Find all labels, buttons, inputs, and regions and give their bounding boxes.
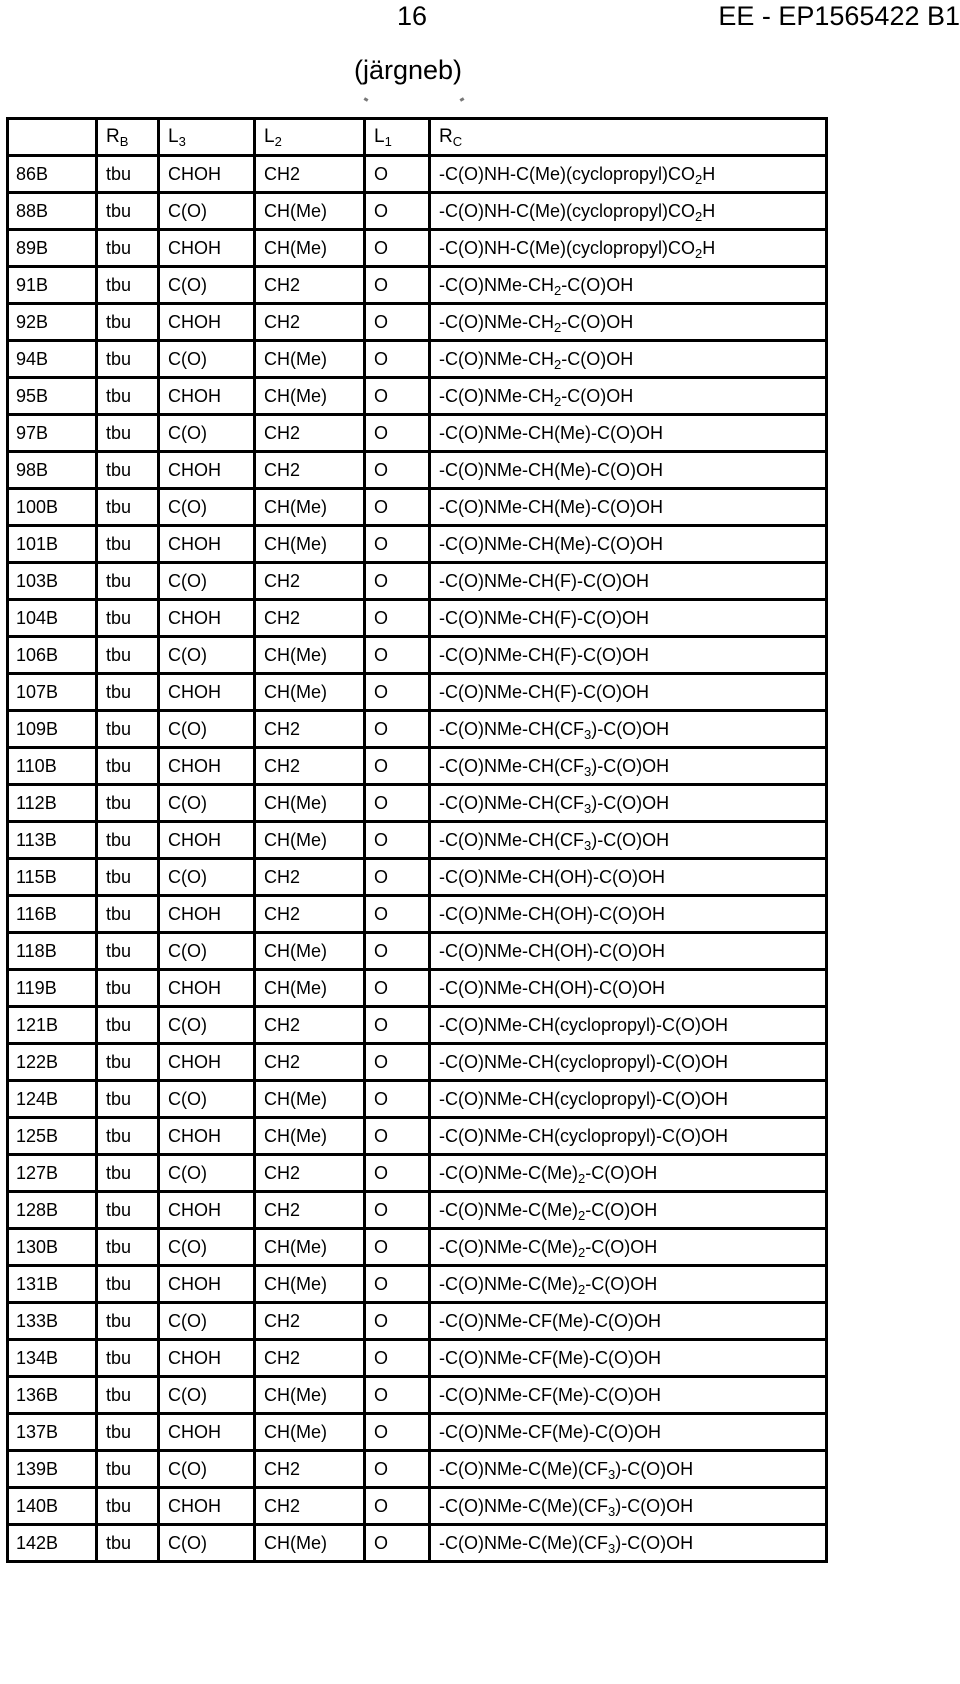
cell-l1: O (365, 1044, 430, 1081)
cell-rb: tbu (97, 1414, 159, 1451)
table-row (8, 1081, 827, 1118)
cell-rb: tbu (97, 1525, 159, 1562)
table-row (8, 156, 827, 193)
cell-rc: $-C(O)NMe-CH_2-C(O)OH$ (430, 341, 827, 378)
table-row (8, 711, 827, 748)
table-row (8, 267, 827, 304)
cell-rb: tbu (97, 452, 159, 489)
cell-l3: CHOH (159, 526, 255, 563)
cell-compound-id: 136B (8, 1377, 97, 1414)
cell-l2: CH2 (255, 1303, 365, 1340)
cell-rc: $-C(O)NMe-C(Me)(CF_3)-C(O)OH$ (430, 1451, 827, 1488)
cell-l3: CHOH (159, 748, 255, 785)
table-row (8, 1377, 827, 1414)
cell-l3: C(O) (159, 1451, 255, 1488)
cell-l1: O (365, 711, 430, 748)
cell-rb: tbu (97, 600, 159, 637)
cell-rc: $-C(O)NH-C(Me)(cyclopropyl)CO_2H$ (430, 156, 827, 193)
cell-l1: O (365, 452, 430, 489)
cell-l1: O (365, 896, 430, 933)
cell-l2: CH2 (255, 600, 365, 637)
table-row (8, 1488, 827, 1525)
cell-rc: -C(O)NMe-CH(F)-C(O)OH (430, 563, 827, 600)
cell-l2: CH2 (255, 1155, 365, 1192)
cell-rc: -C(O)NMe-CH(Me)-C(O)OH (430, 526, 827, 563)
table-row (8, 415, 827, 452)
cell-l3: CHOH (159, 822, 255, 859)
table-row (8, 1007, 827, 1044)
table-row (8, 785, 827, 822)
cell-l2: CH(Me) (255, 1377, 365, 1414)
cell-l2: CH2 (255, 1340, 365, 1377)
cell-l2: CH(Me) (255, 1081, 365, 1118)
cell-l1: O (365, 1414, 430, 1451)
cell-rb: tbu (97, 1266, 159, 1303)
cell-l3: C(O) (159, 193, 255, 230)
cell-l3: CHOH (159, 1340, 255, 1377)
cell-l1: O (365, 1340, 430, 1377)
cell-l3: C(O) (159, 1377, 255, 1414)
table-row (8, 1414, 827, 1451)
cell-l1: O (365, 304, 430, 341)
table-row (8, 600, 827, 637)
cell-compound-id: 86B (8, 156, 97, 193)
continued-label: (järgneb) (354, 55, 463, 85)
table-row (8, 859, 827, 896)
cell-l2: CH(Me) (255, 230, 365, 267)
column-header-l2: $L_2$ (255, 119, 365, 156)
cell-l3: C(O) (159, 859, 255, 896)
table-row (8, 970, 827, 1007)
cell-l3: CHOH (159, 1266, 255, 1303)
cell-l1: O (365, 1451, 430, 1488)
column-header-id (8, 119, 97, 156)
table-row (8, 230, 827, 267)
cell-rc: -C(O)NMe-CH(cyclopropyl)-C(O)OH (430, 1044, 827, 1081)
cell-l2: CH2 (255, 1007, 365, 1044)
cell-rc: $-C(O)NMe-CH_2-C(O)OH$ (430, 304, 827, 341)
column-header-rb: $R_B$ (97, 119, 159, 156)
cell-l3: C(O) (159, 489, 255, 526)
cell-compound-id: 140B (8, 1488, 97, 1525)
cell-l3: C(O) (159, 933, 255, 970)
cell-l1: O (365, 526, 430, 563)
cell-rc: $-C(O)NMe-C(Me)_2-C(O)OH$ (430, 1192, 827, 1229)
cell-l2: CH2 (255, 711, 365, 748)
table-row (8, 1340, 827, 1377)
cell-rc: -C(O)NMe-CH(OH)-C(O)OH (430, 859, 827, 896)
cell-rb: tbu (97, 711, 159, 748)
cell-rb: tbu (97, 1081, 159, 1118)
cell-l3: C(O) (159, 1155, 255, 1192)
cell-compound-id: 103B (8, 563, 97, 600)
cell-compound-id: 98B (8, 452, 97, 489)
cell-rc: -C(O)NMe-CH(F)-C(O)OH (430, 637, 827, 674)
document-id: EE - EP1565422 B1 (718, 1, 960, 31)
cell-l1: O (365, 674, 430, 711)
cell-l2: CH2 (255, 563, 365, 600)
cell-l1: O (365, 1118, 430, 1155)
table-row (8, 1266, 827, 1303)
cell-rc: $-C(O)NMe-CH(CF_3)-C(O)OH$ (430, 711, 827, 748)
cell-rc: $-C(O)NMe-C(Me)(CF_3)-C(O)OH$ (430, 1525, 827, 1562)
cell-l3: C(O) (159, 267, 255, 304)
table-row (8, 452, 827, 489)
decorative-ticks (362, 98, 466, 108)
table-row (8, 304, 827, 341)
cell-rb: tbu (97, 1007, 159, 1044)
cell-rc: -C(O)NMe-CF(Me)-C(O)OH (430, 1377, 827, 1414)
cell-l1: O (365, 970, 430, 1007)
cell-l1: O (365, 1266, 430, 1303)
cell-rb: tbu (97, 1303, 159, 1340)
cell-rb: tbu (97, 822, 159, 859)
cell-rb: tbu (97, 637, 159, 674)
table-row (8, 748, 827, 785)
cell-l2: CH(Me) (255, 1414, 365, 1451)
table-row (8, 1155, 827, 1192)
cell-l3: C(O) (159, 1525, 255, 1562)
cell-rb: tbu (97, 378, 159, 415)
cell-l3: C(O) (159, 1081, 255, 1118)
cell-compound-id: 122B (8, 1044, 97, 1081)
cell-compound-id: 134B (8, 1340, 97, 1377)
cell-l3: C(O) (159, 415, 255, 452)
cell-rc: -C(O)NMe-CH(OH)-C(O)OH (430, 933, 827, 970)
cell-rb: tbu (97, 267, 159, 304)
cell-rb: tbu (97, 1192, 159, 1229)
cell-l2: CH2 (255, 896, 365, 933)
cell-rc: $-C(O)NMe-CH(CF_3)-C(O)OH$ (430, 785, 827, 822)
cell-rc: -C(O)NMe-CH(cyclopropyl)-C(O)OH (430, 1081, 827, 1118)
cell-compound-id: 130B (8, 1229, 97, 1266)
cell-rb: tbu (97, 193, 159, 230)
cell-l2: CH(Me) (255, 1118, 365, 1155)
cell-l1: O (365, 489, 430, 526)
table-row (8, 674, 827, 711)
table-row (8, 1229, 827, 1266)
cell-compound-id: 107B (8, 674, 97, 711)
cell-l2: CH2 (255, 304, 365, 341)
cell-l3: C(O) (159, 637, 255, 674)
cell-l3: CHOH (159, 600, 255, 637)
cell-l2: CH2 (255, 1192, 365, 1229)
cell-compound-id: 133B (8, 1303, 97, 1340)
cell-compound-id: 118B (8, 933, 97, 970)
cell-rc: -C(O)NMe-CH(Me)-C(O)OH (430, 452, 827, 489)
cell-l1: O (365, 193, 430, 230)
cell-rb: tbu (97, 1155, 159, 1192)
cell-l2: CH(Me) (255, 489, 365, 526)
table-row (8, 1303, 827, 1340)
cell-l1: O (365, 1488, 430, 1525)
cell-compound-id: 97B (8, 415, 97, 452)
cell-l1: O (365, 748, 430, 785)
cell-rb: tbu (97, 1377, 159, 1414)
cell-l2: CH2 (255, 156, 365, 193)
table-row (8, 193, 827, 230)
cell-l2: CH2 (255, 1488, 365, 1525)
cell-rc: $-C(O)NMe-CH_2-C(O)OH$ (430, 378, 827, 415)
cell-compound-id: 91B (8, 267, 97, 304)
cell-compound-id: 88B (8, 193, 97, 230)
table-row (8, 489, 827, 526)
cell-l1: O (365, 230, 430, 267)
cell-rc: -C(O)NMe-CH(OH)-C(O)OH (430, 970, 827, 1007)
cell-l2: CH(Me) (255, 193, 365, 230)
cell-rc: $-C(O)NMe-C(Me)_2-C(O)OH$ (430, 1266, 827, 1303)
cell-compound-id: 125B (8, 1118, 97, 1155)
cell-l3: CHOH (159, 970, 255, 1007)
table-row (8, 896, 827, 933)
cell-rc: -C(O)NMe-CF(Me)-C(O)OH (430, 1414, 827, 1451)
cell-rb: tbu (97, 785, 159, 822)
cell-rb: tbu (97, 304, 159, 341)
cell-l1: O (365, 415, 430, 452)
cell-l2: CH(Me) (255, 970, 365, 1007)
cell-compound-id: 110B (8, 748, 97, 785)
cell-l1: O (365, 1377, 430, 1414)
cell-rc: $-C(O)NMe-CH_2-C(O)OH$ (430, 267, 827, 304)
cell-l2: CH(Me) (255, 378, 365, 415)
cell-l2: CH2 (255, 267, 365, 304)
cell-l3: CHOH (159, 1488, 255, 1525)
cell-rb: tbu (97, 896, 159, 933)
cell-rc: $-C(O)NMe-CH(CF_3)-C(O)OH$ (430, 748, 827, 785)
cell-l2: CH(Me) (255, 674, 365, 711)
cell-l1: O (365, 156, 430, 193)
cell-l3: CHOH (159, 452, 255, 489)
cell-compound-id: 142B (8, 1525, 97, 1562)
cell-compound-id: 101B (8, 526, 97, 563)
cell-rb: tbu (97, 748, 159, 785)
cell-l2: CH(Me) (255, 1525, 365, 1562)
cell-l1: O (365, 1229, 430, 1266)
cell-compound-id: 139B (8, 1451, 97, 1488)
cell-l2: CH(Me) (255, 785, 365, 822)
cell-l1: O (365, 378, 430, 415)
cell-l2: CH2 (255, 748, 365, 785)
cell-l2: CH2 (255, 452, 365, 489)
cell-rb: tbu (97, 1044, 159, 1081)
cell-l3: CHOH (159, 1118, 255, 1155)
column-header-rc: $R_C$ (430, 119, 827, 156)
table-row (8, 1192, 827, 1229)
cell-rb: tbu (97, 1340, 159, 1377)
cell-rb: tbu (97, 156, 159, 193)
cell-rc: $-C(O)NMe-CH(CF_3)-C(O)OH$ (430, 822, 827, 859)
cell-l3: CHOH (159, 1192, 255, 1229)
cell-rc: -C(O)NMe-CH(Me)-C(O)OH (430, 489, 827, 526)
cell-compound-id: 106B (8, 637, 97, 674)
table-row (8, 526, 827, 563)
compound-table (6, 117, 828, 1563)
cell-l1: O (365, 1155, 430, 1192)
cell-l1: O (365, 1303, 430, 1340)
cell-rc: -C(O)NMe-CH(F)-C(O)OH (430, 600, 827, 637)
cell-compound-id: 124B (8, 1081, 97, 1118)
cell-rc: -C(O)NMe-CF(Me)-C(O)OH (430, 1303, 827, 1340)
table-header-row (8, 119, 827, 156)
cell-l1: O (365, 859, 430, 896)
cell-l3: C(O) (159, 1303, 255, 1340)
cell-l2: CH(Me) (255, 822, 365, 859)
table-row (8, 341, 827, 378)
cell-l1: O (365, 822, 430, 859)
cell-l1: O (365, 1081, 430, 1118)
cell-rb: tbu (97, 415, 159, 452)
table-row (8, 933, 827, 970)
cell-l1: O (365, 637, 430, 674)
cell-l2: CH(Me) (255, 526, 365, 563)
cell-l2: CH(Me) (255, 341, 365, 378)
column-header-l1: $L_1$ (365, 119, 430, 156)
table-body (8, 156, 827, 1562)
cell-compound-id: 100B (8, 489, 97, 526)
table-row (8, 1451, 827, 1488)
cell-l1: O (365, 267, 430, 304)
cell-rb: tbu (97, 933, 159, 970)
cell-l3: C(O) (159, 1229, 255, 1266)
cell-l3: C(O) (159, 1007, 255, 1044)
cell-compound-id: 115B (8, 859, 97, 896)
cell-rc: -C(O)NMe-CH(cyclopropyl)-C(O)OH (430, 1007, 827, 1044)
cell-l3: CHOH (159, 230, 255, 267)
cell-l3: CHOH (159, 304, 255, 341)
table-row (8, 637, 827, 674)
cell-compound-id: 112B (8, 785, 97, 822)
cell-l3: CHOH (159, 1044, 255, 1081)
cell-l3: CHOH (159, 674, 255, 711)
cell-compound-id: 119B (8, 970, 97, 1007)
cell-rb: tbu (97, 970, 159, 1007)
cell-rc: $-C(O)NH-C(Me)(cyclopropyl)CO_2H$ (430, 193, 827, 230)
cell-l1: O (365, 563, 430, 600)
cell-l2: CH(Me) (255, 1266, 365, 1303)
cell-l2: CH(Me) (255, 1229, 365, 1266)
cell-compound-id: 128B (8, 1192, 97, 1229)
table-row (8, 1044, 827, 1081)
table-row (8, 563, 827, 600)
cell-l3: CHOH (159, 1414, 255, 1451)
cell-l3: C(O) (159, 711, 255, 748)
cell-rc: -C(O)NMe-CH(OH)-C(O)OH (430, 896, 827, 933)
table-row (8, 378, 827, 415)
cell-compound-id: 92B (8, 304, 97, 341)
cell-l3: C(O) (159, 341, 255, 378)
cell-compound-id: 137B (8, 1414, 97, 1451)
cell-compound-id: 127B (8, 1155, 97, 1192)
cell-rc: $-C(O)NMe-C(Me)_2-C(O)OH$ (430, 1229, 827, 1266)
cell-rc: -C(O)NMe-CF(Me)-C(O)OH (430, 1340, 827, 1377)
cell-rc: -C(O)NMe-CH(cyclopropyl)-C(O)OH (430, 1118, 827, 1155)
cell-rb: tbu (97, 674, 159, 711)
cell-l3: CHOH (159, 156, 255, 193)
cell-compound-id: 89B (8, 230, 97, 267)
cell-rc: $-C(O)NMe-C(Me)_2-C(O)OH$ (430, 1155, 827, 1192)
cell-rc: -C(O)NMe-CH(F)-C(O)OH (430, 674, 827, 711)
cell-rb: tbu (97, 1229, 159, 1266)
page-number: 16 (397, 1, 428, 31)
cell-compound-id: 95B (8, 378, 97, 415)
cell-l3: CHOH (159, 896, 255, 933)
cell-rb: tbu (97, 1451, 159, 1488)
cell-rb: tbu (97, 341, 159, 378)
cell-rc: -C(O)NMe-CH(Me)-C(O)OH (430, 415, 827, 452)
cell-compound-id: 121B (8, 1007, 97, 1044)
cell-rb: tbu (97, 859, 159, 896)
cell-l2: CH(Me) (255, 933, 365, 970)
table-row (8, 1118, 827, 1155)
cell-l3: C(O) (159, 563, 255, 600)
cell-l1: O (365, 1007, 430, 1044)
cell-compound-id: 109B (8, 711, 97, 748)
cell-l1: O (365, 785, 430, 822)
cell-compound-id: 131B (8, 1266, 97, 1303)
cell-compound-id: 94B (8, 341, 97, 378)
cell-l1: O (365, 341, 430, 378)
cell-l2: CH(Me) (255, 637, 365, 674)
table-row (8, 822, 827, 859)
table-row (8, 1525, 827, 1562)
cell-rc: $-C(O)NH-C(Me)(cyclopropyl)CO_2H$ (430, 230, 827, 267)
cell-l3: CHOH (159, 378, 255, 415)
cell-l1: O (365, 600, 430, 637)
cell-compound-id: 116B (8, 896, 97, 933)
cell-l2: CH2 (255, 859, 365, 896)
cell-rb: tbu (97, 1488, 159, 1525)
cell-l1: O (365, 1525, 430, 1562)
cell-rb: tbu (97, 1118, 159, 1155)
cell-rb: tbu (97, 230, 159, 267)
cell-rb: tbu (97, 489, 159, 526)
cell-rb: tbu (97, 526, 159, 563)
cell-compound-id: 104B (8, 600, 97, 637)
cell-rb: tbu (97, 563, 159, 600)
cell-l1: O (365, 1192, 430, 1229)
cell-rc: $-C(O)NMe-C(Me)(CF_3)-C(O)OH$ (430, 1488, 827, 1525)
cell-compound-id: 113B (8, 822, 97, 859)
cell-l2: CH2 (255, 415, 365, 452)
cell-l2: CH2 (255, 1451, 365, 1488)
column-header-l3: $L_3$ (159, 119, 255, 156)
cell-l1: O (365, 933, 430, 970)
cell-l3: C(O) (159, 785, 255, 822)
cell-l2: CH2 (255, 1044, 365, 1081)
